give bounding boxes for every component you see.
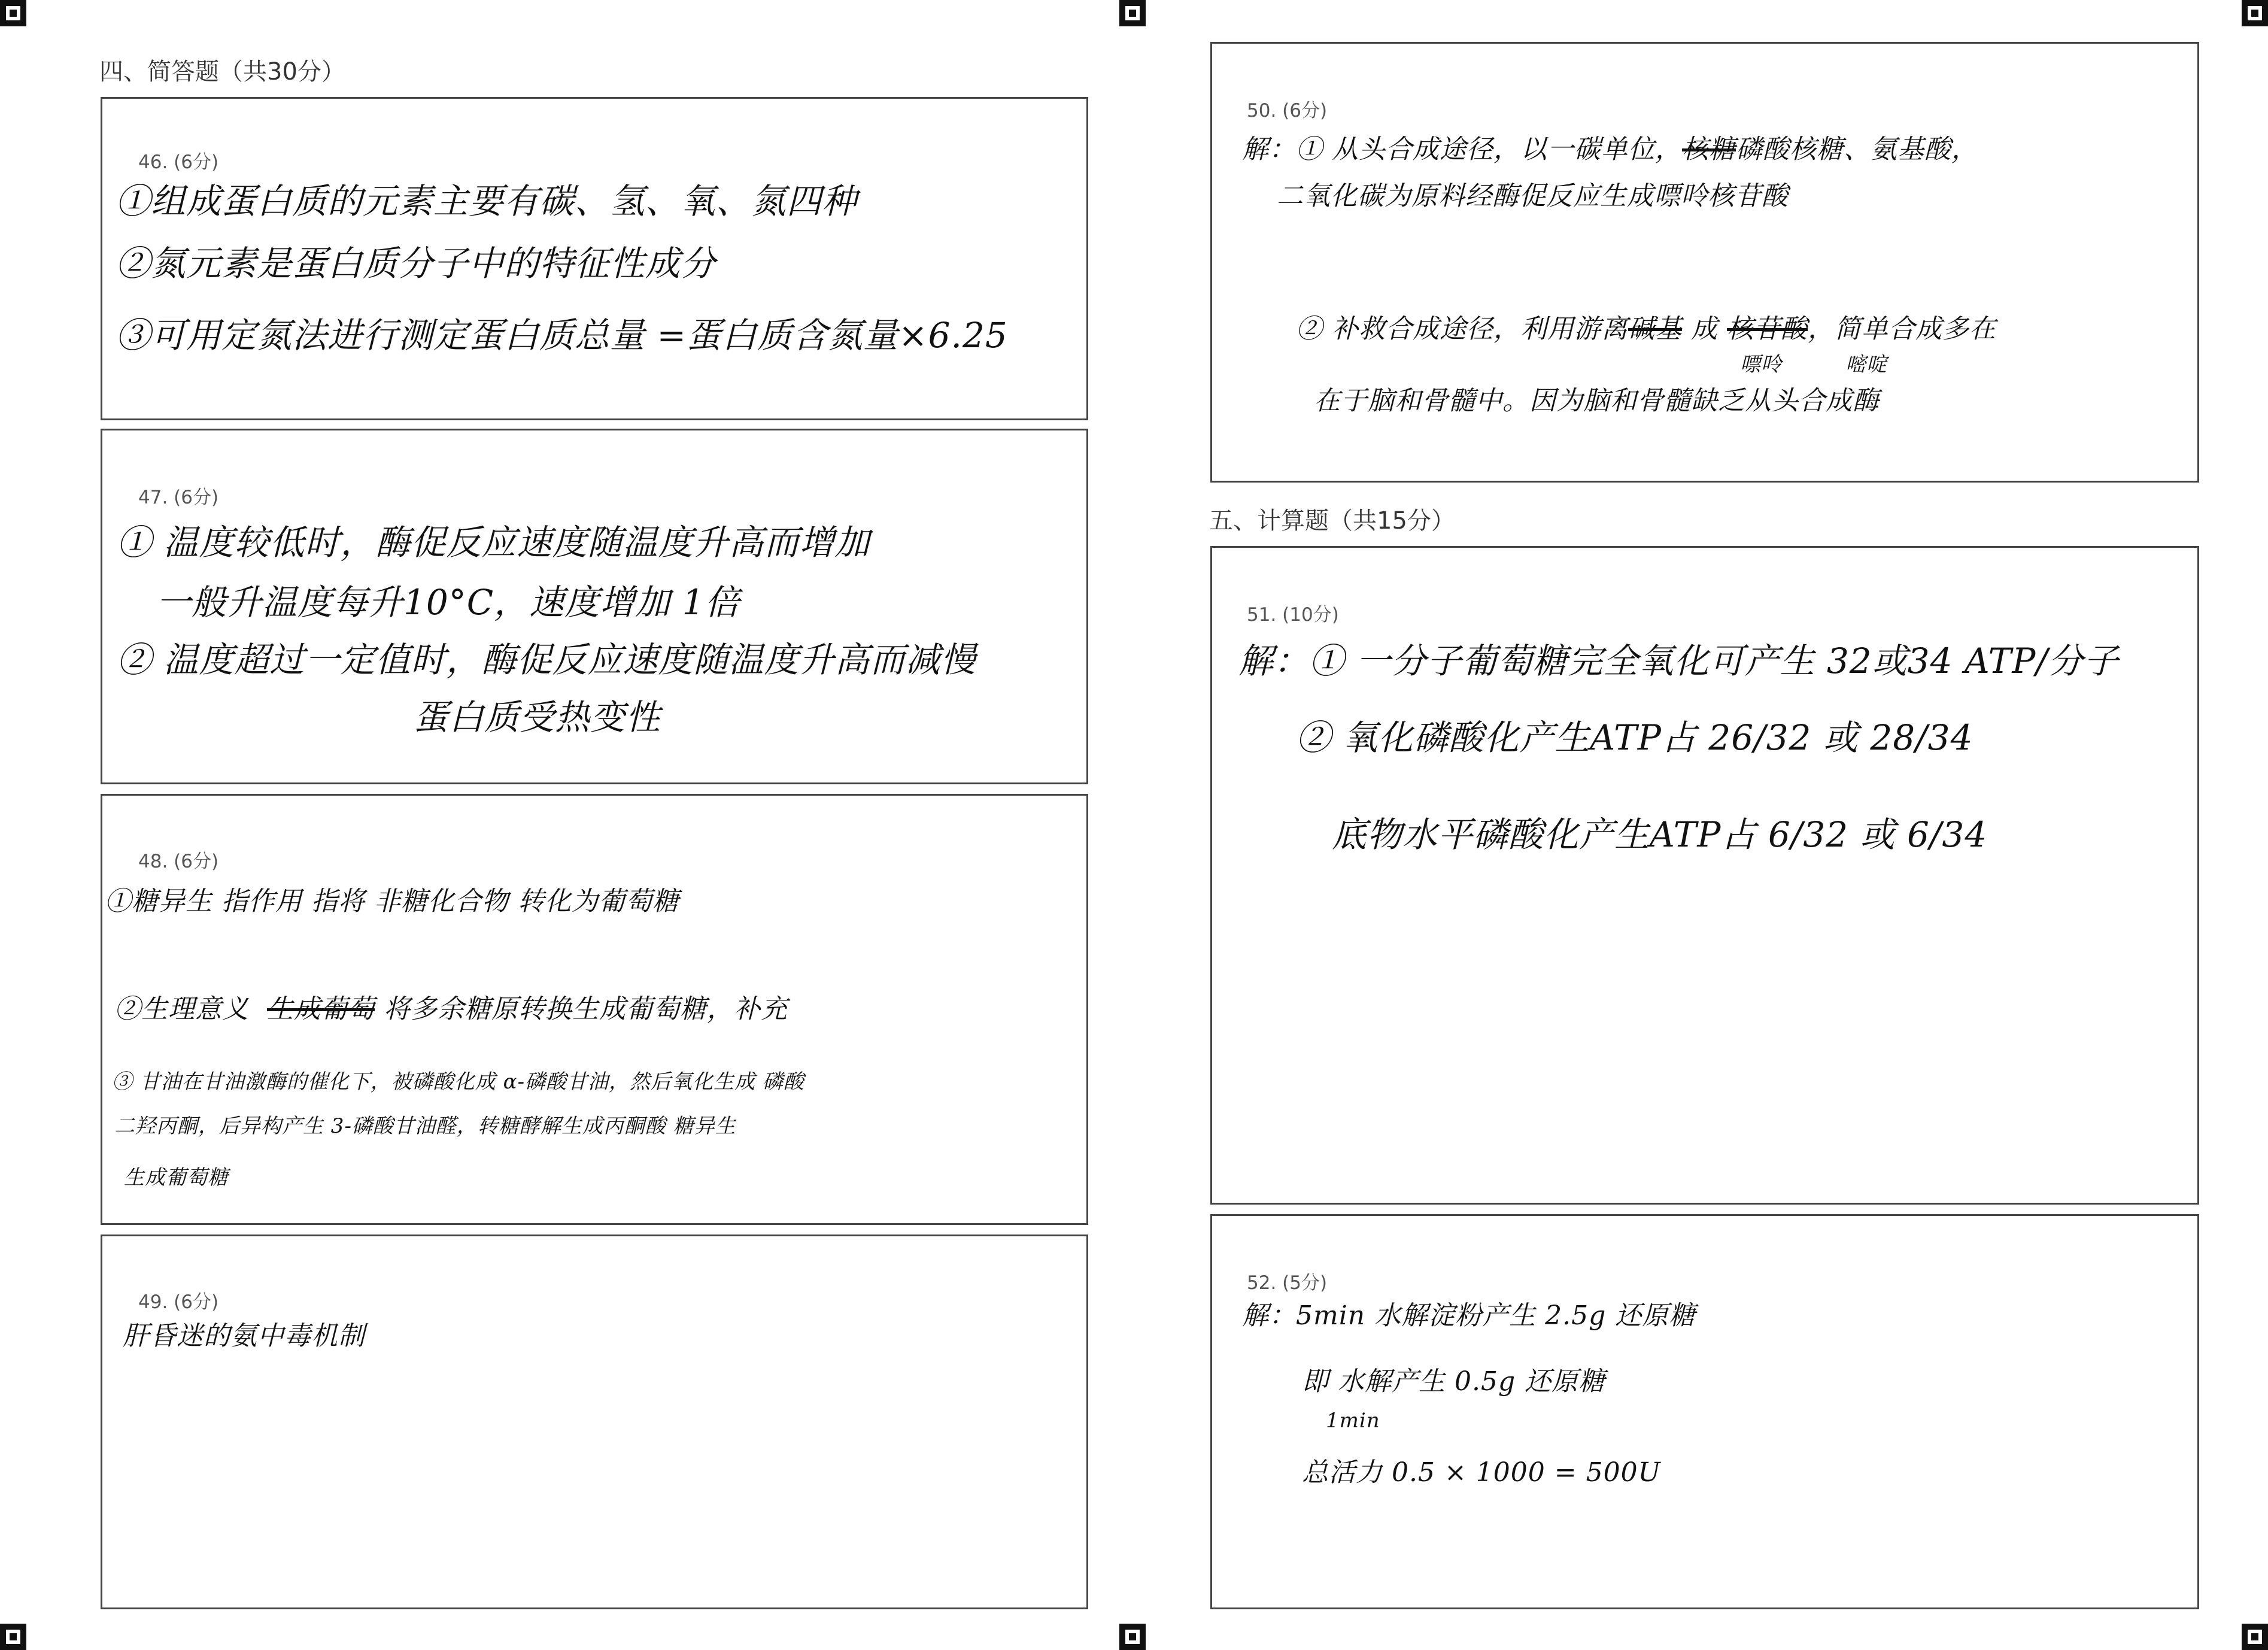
inserted-note: 1min [1326, 1409, 1380, 1433]
answer-line: ② 氧化磷酸化产生ATP占 26/32 或 28/34 [1296, 717, 1974, 758]
answer-box-q52 [1210, 1214, 2199, 1609]
inserted-note: 嘧啶 [1845, 353, 1887, 377]
section-5-title: 五、计算题（共15分） [1209, 507, 1455, 535]
registration-marker-top-right [2242, 0, 2268, 26]
question-label: 47. (6分) [138, 487, 219, 508]
answer-line: ①糖异生 指作用 指将 非糖化合物 转化为葡萄糖 [105, 886, 679, 917]
answer-line: ③可用定氮法进行测定蛋白质总量 =蛋白质含氮量×6.25 [116, 315, 1008, 356]
answer-line: 解：5min 水解淀粉产生 2.5g 还原糖 [1242, 1300, 1696, 1331]
registration-marker-bottom-left [0, 1624, 26, 1650]
stacked-numerator: 28 [1870, 717, 1916, 758]
registration-marker-top-left [0, 0, 26, 26]
question-label: 52. (5分) [1247, 1272, 1328, 1294]
answer-line: ①组成蛋白质的元素主要有碳、氢、氧、氮四种 [116, 181, 858, 222]
struck-text: 碱基 [1628, 314, 1682, 344]
answer-line: 二氧化碳为原料经酶促反应生成嘌呤核苷酸 [1277, 181, 1789, 211]
question-label: 46. (6分) [138, 151, 219, 173]
struck-text: 生成葡萄 [266, 994, 375, 1024]
question-label: 48. (6分) [138, 851, 219, 872]
answer-line: 生成葡萄糖 [124, 1166, 229, 1190]
answer-line: ② 补救合成途径，利用游离碱基 成 核苷酸，简单合成多在 [1296, 314, 1996, 344]
question-label: 51. (10分) [1247, 604, 1339, 626]
answer-line: ③ 甘油在甘油激酶的催化下，被磷酸化成 α-磷酸甘油，然后氧化生成 磷酸 [112, 1070, 804, 1094]
answer-box-q48 [101, 794, 1088, 1225]
answer-box-q51 [1210, 546, 2199, 1205]
question-label: 49. (6分) [138, 1291, 219, 1313]
answer-line: 总活力 0.5 × 1000 = 500U [1302, 1457, 1661, 1488]
registration-marker-top-center [1119, 0, 1146, 26]
answer-line: ②氮元素是蛋白质分子中的特征性成分 [116, 243, 716, 284]
registration-marker-bottom-center [1119, 1624, 1146, 1650]
struck-text: 核糖 [1682, 134, 1736, 165]
answer-line: 在于脑和骨髓中。因为脑和骨髓缺乏从头合成酶 [1314, 386, 1880, 416]
answer-line: 肝昏迷的氨中毒机制 [123, 1321, 365, 1351]
question-label: 50. (6分) [1247, 100, 1328, 122]
answer-line: ② 温度超过一定值时，酶促反应速度随温度升高而减慢 [117, 639, 976, 680]
section-4-title: 四、简答题（共30分） [99, 58, 345, 86]
answer-box-q46 [101, 97, 1088, 420]
answer-box-q49 [101, 1235, 1088, 1609]
answer-line: 一般升温度每升10°C，速度增加 1倍 [156, 582, 740, 623]
answer-line: ① 温度较低时，酶促反应速度随温度升高而增加 [117, 522, 870, 563]
answer-box-q47 [101, 429, 1088, 784]
answer-line: ②生理意义 生成葡萄 将多余糖原转换生成葡萄糖，补充 [114, 994, 788, 1024]
registration-marker-bottom-right [2242, 1624, 2268, 1650]
answer-line: 解：① 从头合成途径，以一碳单位，核糖磷酸核糖、氨基酸， [1242, 134, 1978, 165]
answer-line: 底物水平磷酸化产生ATP占 6/32 或 6/34 [1332, 814, 1988, 855]
inserted-note: 嘌呤 [1740, 353, 1782, 377]
answer-line: 即 水解产生 0.5g 还原糖 [1302, 1366, 1606, 1397]
struck-text: 核苷酸 [1727, 314, 1808, 344]
answer-box-q50 [1210, 42, 2199, 483]
answer-line: 蛋白质受热变性 [414, 697, 661, 738]
answer-line: 二羟丙酮，后异构产生 3-磷酸甘油醛，转糖酵解生成丙酮酸 糖异生 [114, 1114, 736, 1138]
answer-line: 解：① 一分子葡萄糖完全氧化可产生 32或34 ATP/分子 [1238, 641, 2119, 681]
